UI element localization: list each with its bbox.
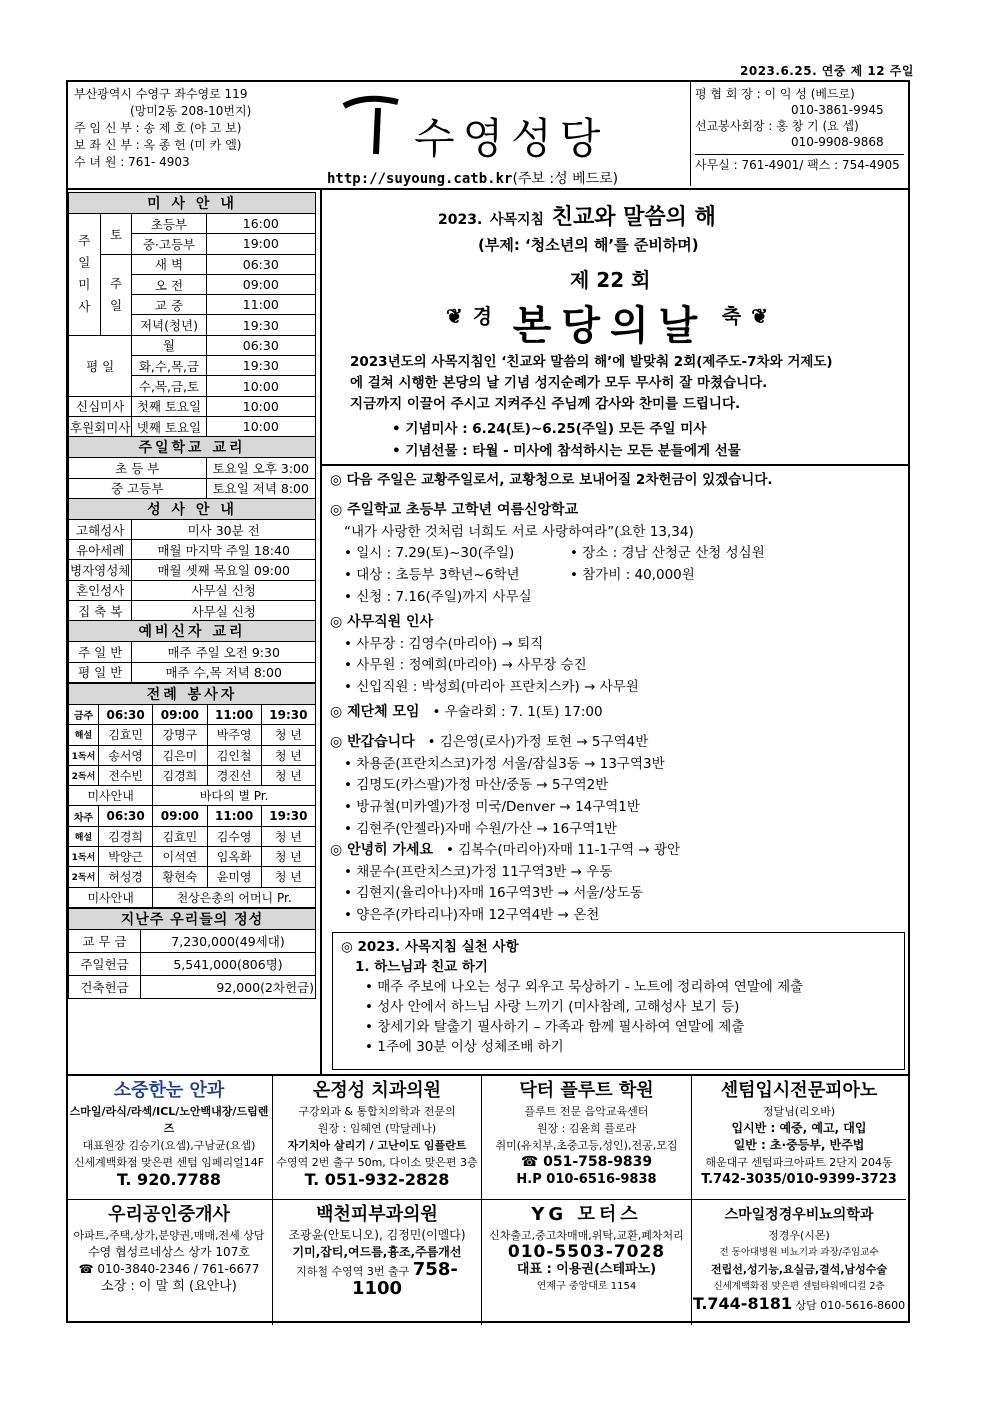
ad-line: 연제구 중앙대로 1154 xyxy=(536,1281,637,1292)
url-note: (주보 :성 베드로) xyxy=(512,171,619,187)
catechumen-class: 주 일 반 xyxy=(69,642,132,662)
parish-day-text: 본당의날 xyxy=(512,302,708,349)
notice-item: • 우술라회 : 7. 1(토) 17:00 xyxy=(432,704,603,720)
ad-title: 닥터 플루트 학원 xyxy=(519,1080,654,1101)
council-info xyxy=(690,82,908,186)
offering-amount: 92,000(2차헌금) xyxy=(141,975,316,998)
servers-time: 19:30 xyxy=(261,704,315,724)
ad-phone: 상담 010-5616-8600 xyxy=(795,1299,906,1312)
ad-title: 스마일정경우비뇨의학과 xyxy=(724,1207,874,1223)
mass-schedule-table xyxy=(68,192,316,683)
school-title: 주일학교 교리 xyxy=(69,437,316,458)
server-name: 박양근 xyxy=(99,847,153,867)
ad-piano-academy xyxy=(692,1076,906,1200)
servers-table xyxy=(68,683,316,908)
server-role: 해설 xyxy=(69,725,99,745)
school-class: 초 등 부 xyxy=(69,458,207,478)
offering-table xyxy=(68,908,316,999)
notice-item: • 김현주(안젤라)자매 수원/가산 → 16구역1반 xyxy=(344,820,617,837)
mass-time: 19:30 xyxy=(206,315,315,335)
mass-name: 화,수,목,금 xyxy=(132,356,206,376)
catechumen-class: 평 일 반 xyxy=(69,662,132,682)
mass-name: 후원회미사 xyxy=(69,416,132,436)
convent: 수 녀 원 : 761- 4903 xyxy=(74,155,190,169)
catechumen-title: 예비신자 교리 xyxy=(69,621,316,642)
practice-item: • 매주 주보에 나오는 성구 외우고 묵상하기 - 노트에 정리하여 연말에 제출 xyxy=(365,979,804,995)
mass-title: 미 사 안 내 xyxy=(69,193,316,214)
notice-summer-camp xyxy=(330,500,900,609)
assistant-priest: 보 좌 신 부 : 옥 종 헌 (미 카 엘) xyxy=(74,138,242,152)
ad-flute-academy xyxy=(482,1076,692,1200)
ad-title: 백천피부과의원 xyxy=(316,1204,438,1225)
server-name: 청 년 xyxy=(261,725,315,745)
saturday-label: 토 xyxy=(100,214,132,255)
mass-name: 월 xyxy=(132,335,206,355)
server-name: 윤미영 xyxy=(207,867,261,887)
ad-line: 전 동아대병원 비뇨기과 과장/주임교수 xyxy=(719,1247,879,1258)
mass-name: 중·고등부 xyxy=(132,234,206,254)
server-name: 황현숙 xyxy=(153,867,207,887)
server-name: 천상은총의 어머니 Pr. xyxy=(153,887,316,907)
notice-item: • 김명도(카스팔)가정 마산/중동 → 5구역2반 xyxy=(344,777,609,794)
servers-time: 09:00 xyxy=(153,704,207,724)
catechumen-time: 매주 수,목 저녁 8:00 xyxy=(132,662,316,682)
server-name: 송서영 xyxy=(99,745,153,765)
sacrament-time: 매월 마지막 주일 18:40 xyxy=(132,540,316,560)
ad-line: 기미,잡티,여드름,흉조,주름개선 xyxy=(292,1245,462,1259)
servers-time: 06:30 xyxy=(99,704,153,724)
cross-icon xyxy=(336,84,406,164)
notice-title: ◎ 사무직원 인사 xyxy=(330,614,434,630)
server-name: 청 년 xyxy=(261,765,315,785)
notice-item: • 양은주(카타리나)자매 12구역4반 → 온천 xyxy=(344,907,600,924)
server-name: 허성경 xyxy=(99,867,153,887)
notice-item: • 채문수(프란치스코)가정 11구역3반 → 우동 xyxy=(344,863,613,880)
server-name: 바다의 별 Pr. xyxy=(153,786,316,806)
ad-line: 대표 : 이용권(스테파노) xyxy=(516,1262,657,1277)
sacrament-name: 고해성사 xyxy=(69,519,132,539)
ad-line: 정달님(리오바) xyxy=(762,1105,836,1118)
servers-time: 11:00 xyxy=(207,806,261,826)
parish-address xyxy=(68,82,320,186)
message-line: 2023년도의 사목지침인 ‘친교와 말씀의 해’에 발맞춰 2회(제주도-7차와 거제도) xyxy=(350,354,833,370)
notice-item: • 장소 : 경남 산청군 산청 성심원 xyxy=(570,545,765,562)
server-role: 미사안내 xyxy=(69,887,153,907)
ad-line: 자기치아 살리기 / 고난이도 임플란트 xyxy=(287,1139,467,1152)
sacrament-name: 혼인성사 xyxy=(69,580,132,600)
parish-day-details xyxy=(392,418,741,462)
pastoral-theme xyxy=(438,200,716,231)
council-president-phone: 010-3861-9945 xyxy=(791,103,884,117)
server-name: 청 년 xyxy=(261,847,315,867)
ad-urology xyxy=(692,1200,906,1325)
detail-item: • 기념미사 : 6.24(토)~6.25(주일) 모든 주일 미사 xyxy=(392,421,707,437)
ad-title: 우리공인중개사 xyxy=(108,1204,230,1225)
notice-item: • 신입직원 : 박성희(마리아 프란치스카) → 사무원 xyxy=(344,679,639,696)
mass-name: 신심미사 xyxy=(69,396,132,416)
wreath-char: 경 xyxy=(472,304,503,328)
ad-line: ☎ 010-3840-2346 / 761-6677 xyxy=(78,1262,260,1276)
mass-name: 새 벽 xyxy=(132,254,206,274)
server-role: 해설 xyxy=(69,826,99,846)
server-name: 김수영 xyxy=(207,826,261,846)
offering-name: 건축헌금 xyxy=(69,975,141,998)
server-name: 청 년 xyxy=(261,745,315,765)
server-name: 박주영 xyxy=(207,725,261,745)
message-line: 에 걸쳐 시행한 본당의 날 기념 성지순례가 모두 무사히 잘 마쳤습니다. xyxy=(350,375,768,391)
ad-title: 센텀입시전문피아노 xyxy=(720,1080,878,1101)
ad-line: 스마일/라식/라섹/ICL/노안백내장/드림렌즈 xyxy=(69,1105,269,1135)
notice-row xyxy=(330,565,900,587)
server-name: 청 년 xyxy=(261,826,315,846)
ad-title: YG 모터스 xyxy=(531,1204,642,1225)
parish-day-title xyxy=(440,294,780,349)
offering-name: 교 무 금 xyxy=(69,929,141,952)
url-link[interactable]: http://suyoung.catb.kr xyxy=(327,171,513,187)
server-role: 미사안내 xyxy=(69,786,153,806)
header-divider xyxy=(66,188,910,190)
ad-line: 원장 : 김윤희 플로라 xyxy=(536,1122,637,1135)
address-line: (망미2동 208-10번지) xyxy=(130,104,252,118)
notice-papal-sunday: ◎ 다음 주일은 교황주일로서, 교황청으로 보내어질 2차헌금이 있겠습니다. xyxy=(330,472,773,488)
school-class: 중 고등부 xyxy=(69,478,207,498)
logo-text: 수영성당 xyxy=(414,114,609,163)
ad-phone: T.742-3035/010-9399-3723 xyxy=(701,1172,897,1187)
practice-title: ◎ 2023. 사목지침 실천 사항 xyxy=(341,939,519,955)
notice-item: • 방규철(미카엘)가정 미국/Denver → 14구역1반 xyxy=(344,799,640,816)
ad-dental-clinic xyxy=(273,1076,482,1200)
ad-title: 온정성 치과의원 xyxy=(313,1080,441,1101)
theme-title: 친교와 말씀의 해 xyxy=(551,205,716,230)
sacrament-time: 매월 셋째 목요일 09:00 xyxy=(132,560,316,580)
servers-time: 19:30 xyxy=(261,806,315,826)
ad-phone: 010-5503-7028 xyxy=(507,1242,666,1262)
ad-line: 아파트,주택,상가,분양권,매매,전세 상담 xyxy=(73,1229,265,1242)
ad-line: 수영 협성르네상스 상가 107호 xyxy=(88,1245,250,1259)
ad-phone: T. 051-932-2828 xyxy=(304,1170,450,1189)
ad-phone: T. 920.7788 xyxy=(116,1170,222,1189)
practice-subtitle: 1. 하느님과 친교 하기 xyxy=(355,959,488,975)
ad-phone: H.P 010-6516-9838 xyxy=(516,1172,657,1187)
mass-name: 저녁(청년) xyxy=(132,315,206,335)
address-line: 부산광역시 수영구 좌수영로 119 xyxy=(74,87,248,101)
pastor: 주 임 신 부 : 송 제 호 (야 고 보) xyxy=(74,121,242,135)
notice-farewell xyxy=(330,840,680,927)
pastoral-practice-box xyxy=(332,932,905,1070)
servers-title: 전례 봉사자 xyxy=(69,683,316,704)
ad-dermatology xyxy=(273,1200,482,1325)
wreath-celebrate: 축❦ xyxy=(721,304,778,328)
servers-week: 금주 xyxy=(69,704,99,724)
sacrament-time: 사무실 신청 xyxy=(132,601,316,621)
ad-real-estate xyxy=(66,1200,273,1325)
notice-item: • 사무장 : 김영수(마리아) → 퇴직 xyxy=(344,635,544,652)
ad-line: 전립선,성기능,요실금,결석,남성수술 xyxy=(710,1263,888,1276)
server-name: 김효민 xyxy=(99,725,153,745)
theme-subtitle: (부제: ‘청소년의 해’를 준비하며) xyxy=(478,236,699,254)
ad-line: 대표원장 김승기(요셉),구남균(요셉) xyxy=(82,1139,256,1152)
mass-name: 넷째 토요일 xyxy=(132,416,206,436)
mass-time: 10:00 xyxy=(206,376,315,396)
notice-item: • 신청 : 7.16(주일)까지 사무실 xyxy=(344,588,532,605)
school-time: 토요일 오후 3:00 xyxy=(206,458,315,478)
sacrament-time: 사무실 신청 xyxy=(132,580,316,600)
notice-item: • 차용준(프란치스코)가정 서울/잠실3동 → 13구역3반 xyxy=(344,755,665,772)
offering-amount: 5,541,000(806명) xyxy=(141,952,316,975)
office-contact: 사무실 : 761-4901/ 팩스 : 754-4905 xyxy=(695,154,904,173)
servers-time: 06:30 xyxy=(99,806,153,826)
mass-name: 첫째 토요일 xyxy=(132,396,206,416)
left-info-column xyxy=(68,192,316,999)
server-name: 김은미 xyxy=(153,745,207,765)
catechumen-time: 매주 주일 오전 9:30 xyxy=(132,642,316,662)
ad-line: 플루트 전문 음악교육센터 xyxy=(524,1105,649,1118)
sacrament-title: 성 사 안 내 xyxy=(69,498,316,519)
parish-day-message xyxy=(350,352,890,415)
server-name: 김효민 xyxy=(153,826,207,846)
mass-time: 09:00 xyxy=(206,274,315,294)
notice-title: ◎ 주일학교 초등부 고학년 여름신앙학교 xyxy=(330,502,579,518)
ad-line: 취미(유치부,초중고등,성인),전공,모집 xyxy=(495,1139,678,1152)
ad-line: 입시반 : 예중, 예고, 대입 xyxy=(731,1121,867,1135)
sacrament-name: 병자영성체 xyxy=(69,560,132,580)
ad-line: 구강외과 & 통합치의학과 전문의 xyxy=(298,1105,456,1118)
notice-item: • 사무원 : 정예희(마리아) → 사무장 승진 xyxy=(344,657,587,674)
column-divider xyxy=(320,190,322,1074)
mass-name: 수,목,금,토 xyxy=(132,376,206,396)
mass-time: 10:00 xyxy=(206,416,315,436)
server-name: 경진선 xyxy=(207,765,261,785)
ad-line: 일반 : 초·중등부, 반주법 xyxy=(733,1138,865,1152)
ad-line: 원장 : 임혜연 (막달레나) xyxy=(317,1122,437,1135)
notice-welcome xyxy=(330,732,665,841)
notice-item: • 김복수(마리아)자매 11-1구역 → 광안 xyxy=(445,842,681,858)
mass-name: 오 전 xyxy=(132,274,206,294)
notice-divider xyxy=(322,464,908,466)
notice-title: ◎ 제단체 모임 xyxy=(330,704,420,720)
notice-item: • 김은영(로사)가정 토현 → 5구역4반 xyxy=(427,734,649,750)
ad-line: 지하철 수영역 3번 출구 xyxy=(296,1265,410,1278)
website-url[interactable] xyxy=(327,168,618,188)
sacrament-name: 집 축 복 xyxy=(69,601,132,621)
server-name: 청 년 xyxy=(261,867,315,887)
server-role: 2독서 xyxy=(69,765,99,785)
ad-line: 정경우(시몬) xyxy=(768,1229,830,1242)
server-role: 1독서 xyxy=(69,847,99,867)
ad-line: 신차출고,중고차매매,위탁,교환,폐차처리 xyxy=(489,1229,684,1242)
ad-line: 조광윤(안토니오), 김정민(이멜다) xyxy=(288,1228,466,1242)
ad-line: 해운대구 센텀파크아파트 2단지 204동 xyxy=(705,1156,893,1169)
server-name: 김경희 xyxy=(153,765,207,785)
server-name: 강명구 xyxy=(153,725,207,745)
mission-president: 선교봉사회장 : 홍 창 기 (요 셉) xyxy=(695,119,859,133)
bulletin-date: 2023.6.25. 연중 제 12 주일 xyxy=(740,64,914,78)
mass-name: 교 중 xyxy=(132,295,206,315)
mass-time: 11:00 xyxy=(206,295,315,315)
mass-time: 19:30 xyxy=(206,356,315,376)
servers-week: 차주 xyxy=(69,806,99,826)
notice-title: ◎ 안녕히 가세요 xyxy=(330,842,434,858)
notice-item: • 대상 : 초등부 3학년~6학년 xyxy=(344,567,520,584)
weekday-label: 평 일 xyxy=(69,335,132,396)
detail-item: • 기념선물 : 타월 - 미사에 참석하시는 모든 분들에게 선물 xyxy=(392,443,741,459)
notice-item: • 참가비 : 40,000원 xyxy=(570,567,695,584)
offering-title: 지난주 우리들의 정성 xyxy=(69,908,316,929)
ad-line: 신세계백화점 맞은편 센텀 임페리얼14F xyxy=(73,1156,265,1169)
notice-item: • 일시 : 7.29(토)~30(주일) xyxy=(344,545,515,562)
school-time: 토요일 저녁 8:00 xyxy=(206,478,315,498)
mass-time: 10:00 xyxy=(206,396,315,416)
theme-label: 사목지침 xyxy=(489,212,545,228)
notice-staff xyxy=(330,612,639,699)
sacrament-name: 유아세례 xyxy=(69,540,132,560)
ad-eye-clinic xyxy=(66,1076,273,1200)
ad-line: 소장 : 이 말 희 (요안나) xyxy=(101,1279,237,1294)
sacrament-time: 미사 30분 전 xyxy=(132,519,316,539)
server-role: 1독서 xyxy=(69,745,99,765)
ad-phone: ☎ 051-758-9839 xyxy=(520,1154,653,1170)
ad-title: 소중한눈 안과 xyxy=(113,1080,225,1101)
mission-president-phone: 010-9908-9868 xyxy=(791,135,884,149)
notice-quote: “내가 사랑한 것처럼 너희도 서로 사랑하여라”(요한 13,34) xyxy=(344,523,694,540)
ad-line: 수영역 2번 출구 50m, 다이소 맞은편 3층 xyxy=(276,1156,478,1169)
server-name: 임옥화 xyxy=(207,847,261,867)
offering-amount: 7,230,000(49세대) xyxy=(141,929,316,952)
ad-phone: T.744-8181 xyxy=(692,1294,792,1313)
notice-title: ◎ 반갑습니다 xyxy=(330,734,415,750)
theme-year: 2023. xyxy=(438,212,483,228)
server-name: 전수빈 xyxy=(99,765,153,785)
mass-time: 19:00 xyxy=(206,234,315,254)
server-role: 2독서 xyxy=(69,867,99,887)
anniversary-number: 제 22 회 xyxy=(570,268,651,292)
message-line: 지금까지 이끌어 주시고 지켜주신 주님께 감사와 찬미를 드립니다. xyxy=(350,396,741,412)
server-name: 김인철 xyxy=(207,745,261,765)
servers-time: 11:00 xyxy=(207,704,261,724)
ad-line: 신세계백화점 맞은편 센텀타워메디컬 2층 xyxy=(713,1281,885,1292)
offering-name: 주일헌금 xyxy=(69,952,141,975)
mass-name: 초등부 xyxy=(132,214,206,234)
server-name: 이석연 xyxy=(153,847,207,867)
servers-time: 09:00 xyxy=(153,806,207,826)
notice-item: • 김현지(율리아나)자매 16구역3반 → 서울/상도동 xyxy=(344,885,643,902)
server-name: 김경희 xyxy=(99,826,153,846)
mass-time: 06:30 xyxy=(206,254,315,274)
ad-phone: 758-1100 xyxy=(351,1259,458,1299)
practice-item: • 창세기와 탈출기 필사하기 – 가족과 함께 필사하여 연말에 제출 xyxy=(365,1019,745,1035)
ads-section xyxy=(66,1074,910,1323)
notice-row xyxy=(330,543,900,565)
mass-time: 16:00 xyxy=(206,214,315,234)
sunday-mass-label: 주 일 미 사 xyxy=(69,214,101,336)
practice-item: • 1주에 30분 이상 성체조배 하기 xyxy=(365,1039,564,1055)
notice-meetings xyxy=(330,702,603,724)
council-president: 평 협 회 장 : 이 익 성 (베드로) xyxy=(695,87,855,101)
wreath-congrats: ❦경 xyxy=(446,304,503,328)
ad-motors xyxy=(482,1200,692,1325)
wreath-char: 축 xyxy=(721,304,752,328)
practice-item: • 성사 안에서 하느님 사랑 느끼기 (미사참례, 고해성사 보기 등) xyxy=(365,999,740,1015)
sunday-label: 주 일 xyxy=(100,254,132,335)
mass-time: 06:30 xyxy=(206,335,315,355)
